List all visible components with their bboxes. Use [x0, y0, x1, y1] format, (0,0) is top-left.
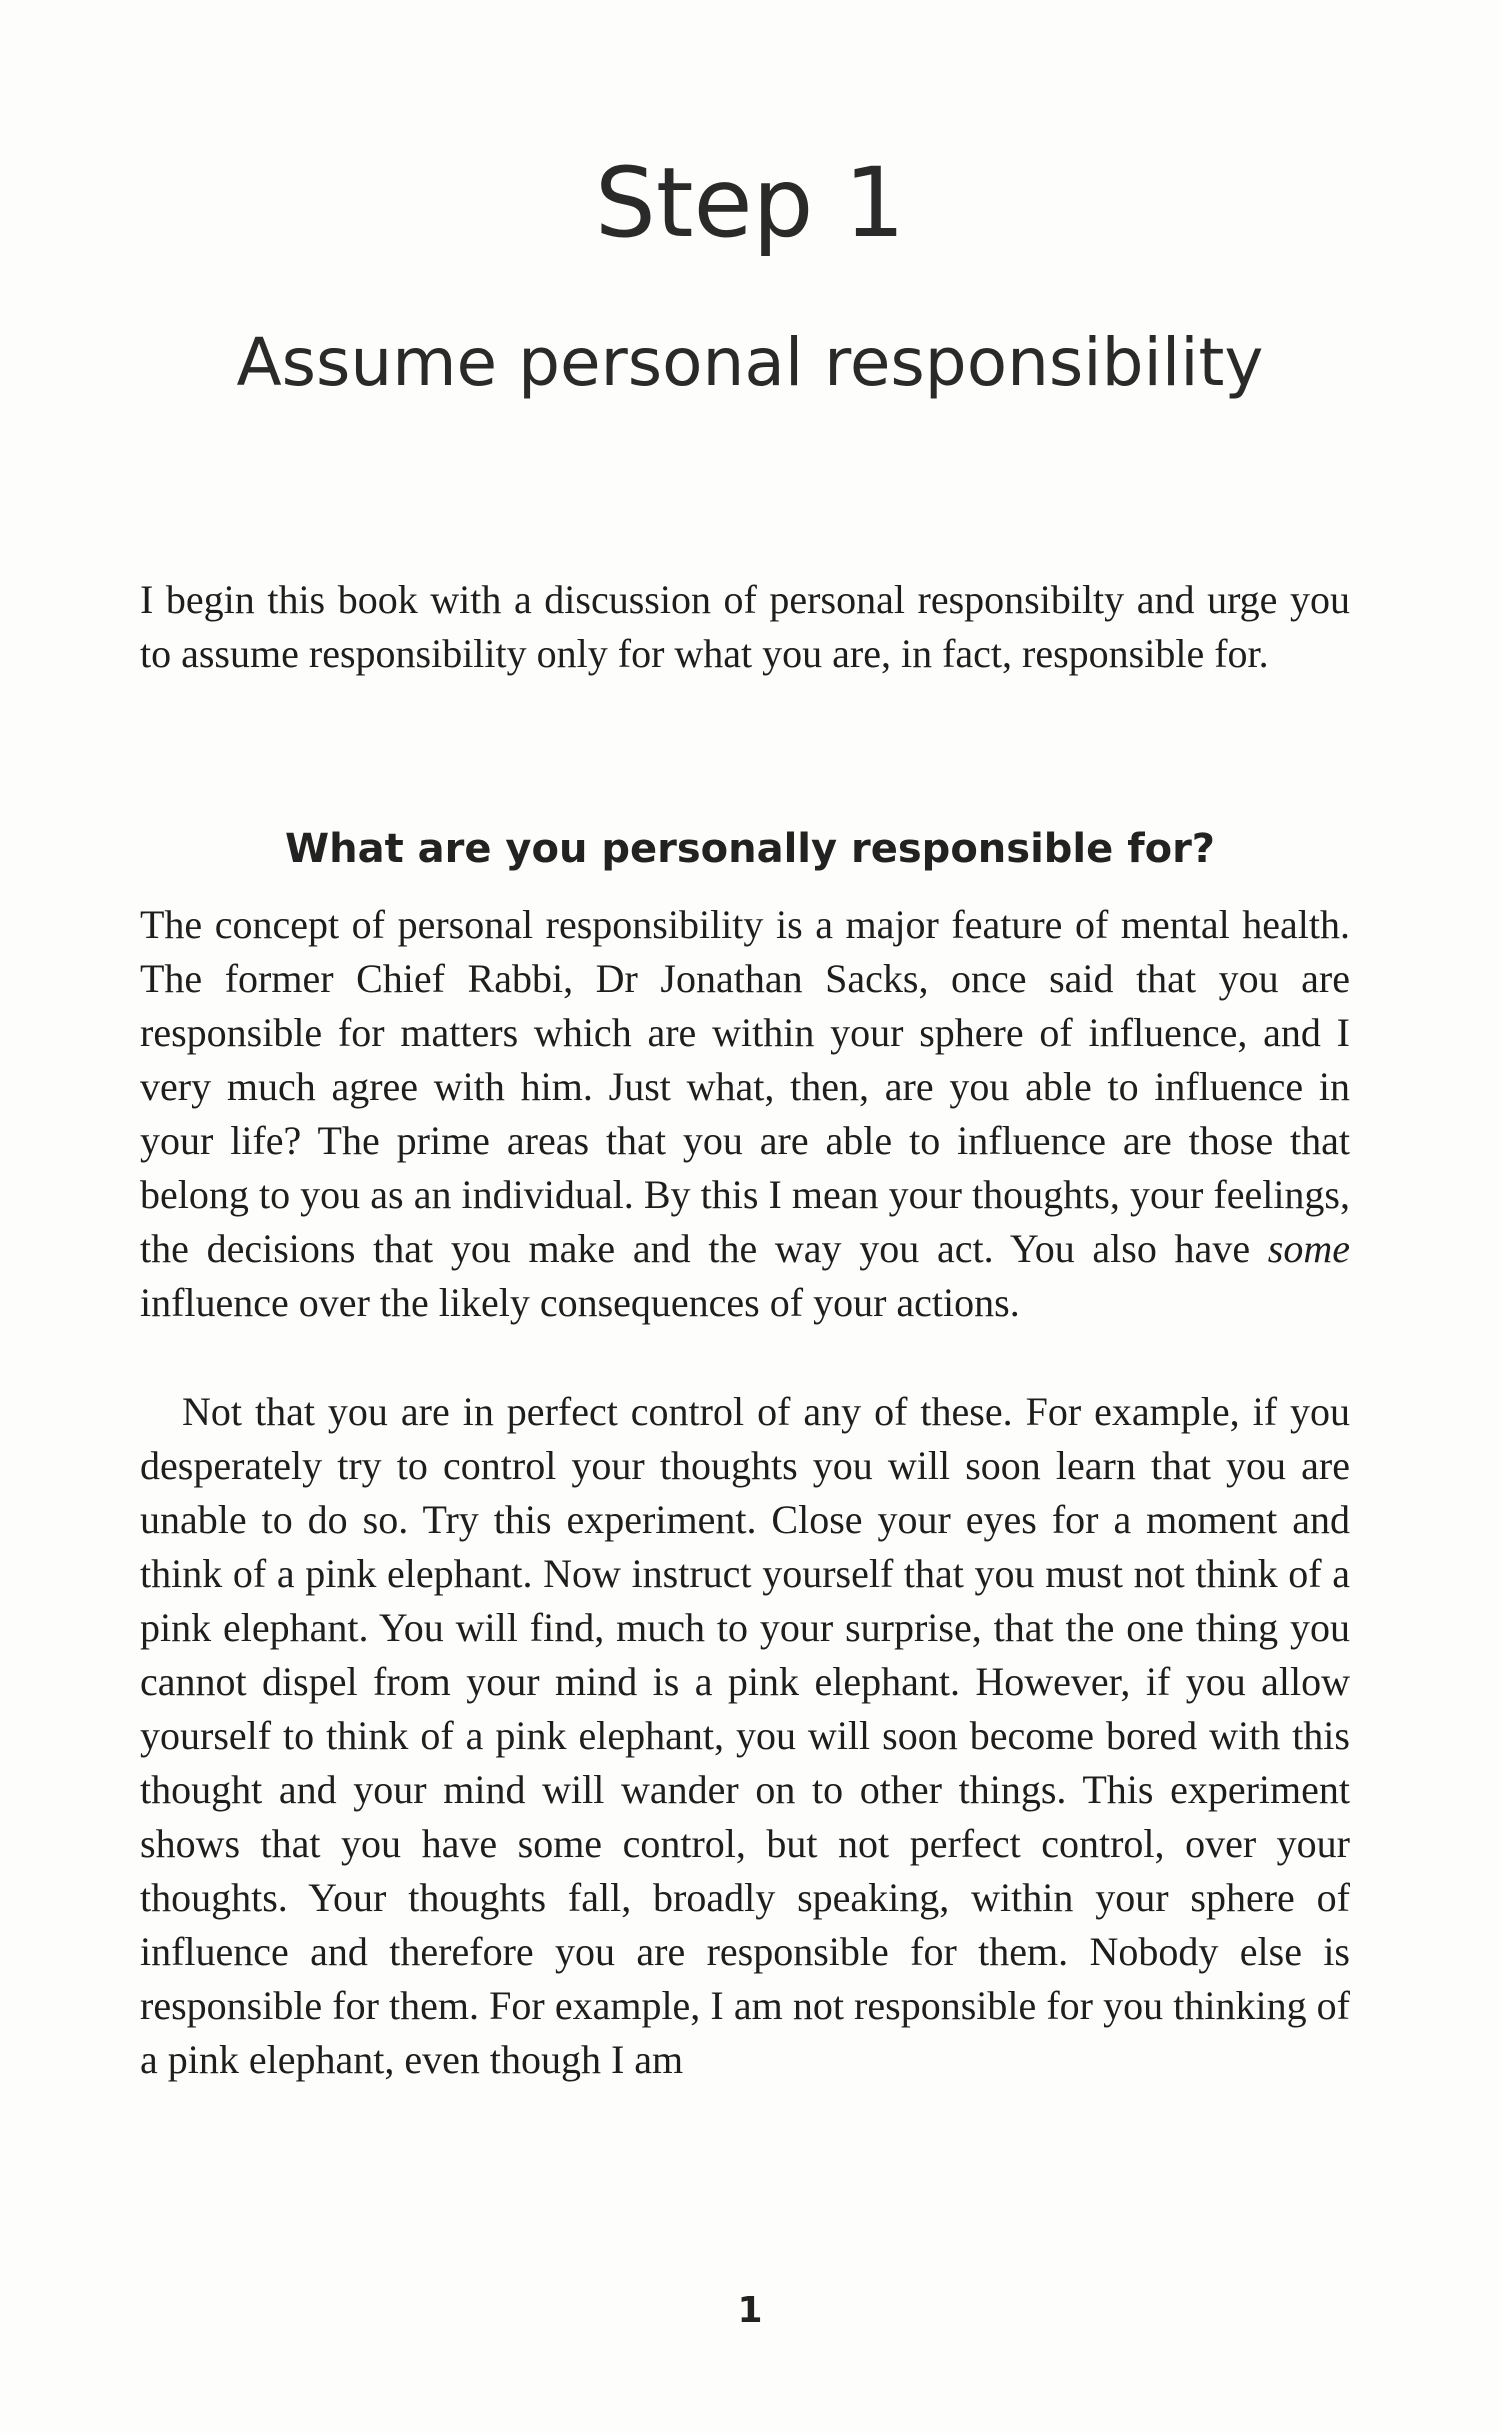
- body-paragraph-1: [140, 898, 1350, 1330]
- intro-paragraph: I begin this book with a discussion of personal responsibilty and urge you to assume responsibility only for what you are, in fact, responsible for.: [140, 577, 1350, 676]
- chapter-title: Assume personal responsibility: [236, 324, 1264, 401]
- section-heading: What are you personally responsible for?: [284, 826, 1216, 872]
- page-number: 1: [737, 2290, 763, 2331]
- chapter-number: Step 1: [594, 147, 906, 259]
- body-paragraph-2: Not that you are in perfect control of any of these. For example, if you desperately try to control your thoughts you will soon learn that you are unable to do so. Try this experiment. Close your eyes for a moment and think of a pink elephant. Now instruct yourself that you must not think of a pink elephant. You will find, much to your surprise, that the one thing you cannot dispel from your mind is a pink elephant. However, if you allow yourself to think of a pink elephant, you will soon become bored with this thought and your mind will wander on to other things. This experiment shows that you have some control, but not perfect control, over your thoughts. Your thoughts fall, broadly speaking, within your sphere of influence and therefore you are responsible for them. Nobody else is responsible for them. For example, I am not responsible for you thinking of a pink elephant, even though I am: [140, 1389, 1350, 2082]
- emphasis-text: some: [1267, 1226, 1350, 1271]
- paragraph-text: The concept of personal responsibility is a major feature of mental health. The former Chief Rabbi, Dr Jonathan Sacks, once said that you are responsible for matters which are within your sphere of influence, and I very much agree with him. Just what, then, are you able to influence in your life? The prime areas that you are able to influence are those that belong to you as an individual. By this I mean your thoughts, your feelings, the decisions that you make and the way you act. You also have: [140, 902, 1350, 1271]
- paragraph-text: influence over the likely consequences of your actions.: [140, 1280, 1020, 1325]
